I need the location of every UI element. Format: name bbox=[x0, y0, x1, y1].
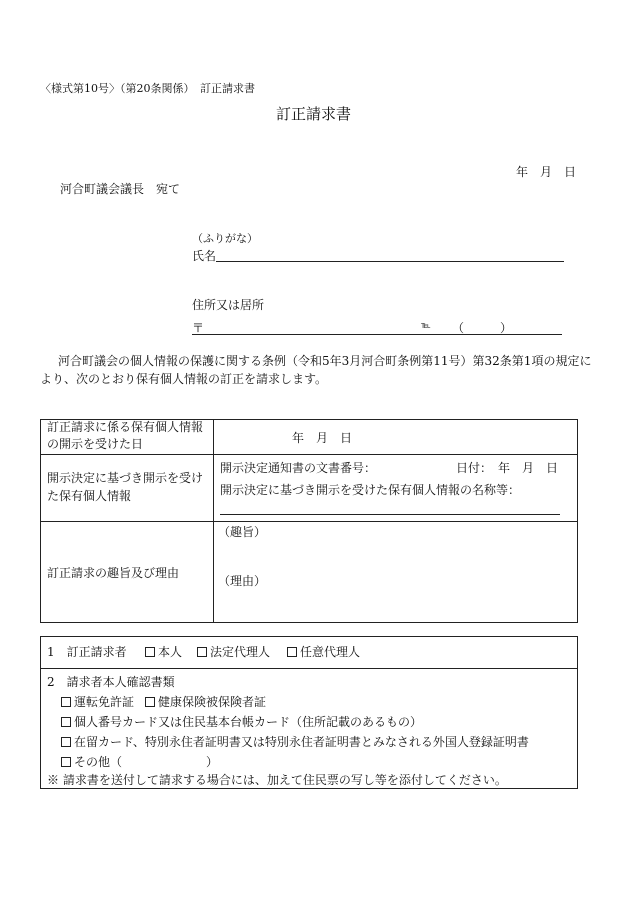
note: ※ 請求書を送付して請求する場合には、加えて住民票の写し等を添付してください。 bbox=[47, 773, 507, 787]
address-line[interactable] bbox=[192, 334, 562, 335]
received-date-value: 年 月 日 bbox=[292, 431, 353, 445]
reason-field[interactable] bbox=[214, 522, 578, 623]
requester-row bbox=[41, 637, 578, 669]
notice-date-label: 日付： 年 月 日 bbox=[456, 461, 559, 475]
doc-other-label: その他（ ） bbox=[74, 755, 219, 769]
furigana-label: （ふりがな） bbox=[192, 232, 258, 245]
doc-other[interactable] bbox=[61, 752, 218, 772]
form-number: 〈様式第10号〉（第20条関係） 訂正請求書 bbox=[40, 82, 255, 95]
requester-table bbox=[40, 636, 578, 789]
doc-insurance[interactable] bbox=[145, 692, 266, 712]
checkbox-self[interactable] bbox=[145, 647, 155, 657]
checkbox-legal-agent[interactable] bbox=[197, 647, 207, 657]
page-title: 訂正請求書 bbox=[276, 105, 352, 123]
postal-mark: 〒 bbox=[192, 321, 205, 335]
option-legal[interactable] bbox=[197, 642, 270, 662]
disclosed-info-label-1: 開示決定に基づき開示を受け bbox=[47, 471, 204, 485]
doc-mynumber[interactable] bbox=[61, 712, 422, 732]
checkbox-other[interactable] bbox=[61, 757, 71, 767]
disclosed-info-name-line[interactable] bbox=[220, 514, 560, 515]
name-label: 氏名 bbox=[192, 249, 217, 263]
id-documents-cell bbox=[41, 669, 578, 789]
addressee: 河合町議会議長 宛て bbox=[60, 182, 181, 196]
received-date-label-1: 訂正請求に係る保有個人情報 bbox=[47, 420, 204, 434]
body-line-2: より、次のとおり保有個人情報の訂正を請求します。 bbox=[40, 372, 328, 386]
reason-label: 訂正請求の趣旨及び理由 bbox=[47, 566, 180, 580]
received-date-label-cell bbox=[41, 420, 214, 455]
checkbox-insurance[interactable] bbox=[145, 697, 155, 707]
disclosed-info-field[interactable] bbox=[214, 455, 578, 522]
document-number-label: 開示決定通知書の文書番号： bbox=[220, 461, 377, 475]
disclosed-info-label-cell bbox=[41, 455, 214, 522]
body-line-1: 河合町議会の個人情報の保護に関する条例（令和5年3月河合町条例第11号）第32条第1項の規定に bbox=[58, 354, 592, 368]
checkbox-voluntary-agent[interactable] bbox=[287, 647, 297, 657]
doc-insurance-label: 健康保険被保険者証 bbox=[158, 695, 267, 709]
received-date-label-2: の開示を受けた日 bbox=[47, 437, 144, 451]
checkbox-mynumber[interactable] bbox=[61, 717, 71, 727]
checkbox-residence[interactable] bbox=[61, 737, 71, 747]
doc-residence-label: 在留カード、特別永住者証明書又は特別永住者証明書とみなされる外国人登録証明書 bbox=[74, 735, 529, 749]
option-self[interactable] bbox=[145, 642, 182, 662]
id-documents-label: 2 請求者本人確認書類 bbox=[47, 675, 175, 689]
requester-label: 1 訂正請求者 bbox=[47, 645, 127, 659]
disclosure-table bbox=[40, 419, 578, 623]
tel-paren: （ ） bbox=[452, 321, 513, 335]
doc-residence[interactable] bbox=[61, 732, 529, 752]
doc-license-label: 運転免許証 bbox=[74, 695, 135, 709]
name-line[interactable] bbox=[216, 261, 564, 262]
disclosed-info-label-2: た保有個人情報 bbox=[47, 489, 132, 503]
disclosed-info-name-label: 開示決定に基づき開示を受けた保有個人情報の名称等： bbox=[220, 483, 521, 497]
doc-license[interactable] bbox=[61, 692, 134, 712]
request-date: 年 月 日 bbox=[516, 165, 577, 179]
option-self-label: 本人 bbox=[158, 645, 183, 659]
reason-label-cell bbox=[41, 522, 214, 623]
checkbox-license[interactable] bbox=[61, 697, 71, 707]
tel-icon: ℡ bbox=[421, 321, 431, 331]
reason-sub-label: （理由） bbox=[218, 574, 267, 588]
option-voluntary[interactable] bbox=[287, 642, 360, 662]
option-voluntary-label: 任意代理人 bbox=[300, 645, 361, 659]
doc-mynumber-label: 個人番号カード又は住民基本台帳カード（住所記載のあるもの） bbox=[74, 715, 423, 729]
option-legal-label: 法定代理人 bbox=[210, 645, 271, 659]
address-label: 住所又は居所 bbox=[192, 298, 265, 312]
received-date-field[interactable] bbox=[214, 420, 578, 455]
purpose-label: （趣旨） bbox=[218, 525, 267, 539]
